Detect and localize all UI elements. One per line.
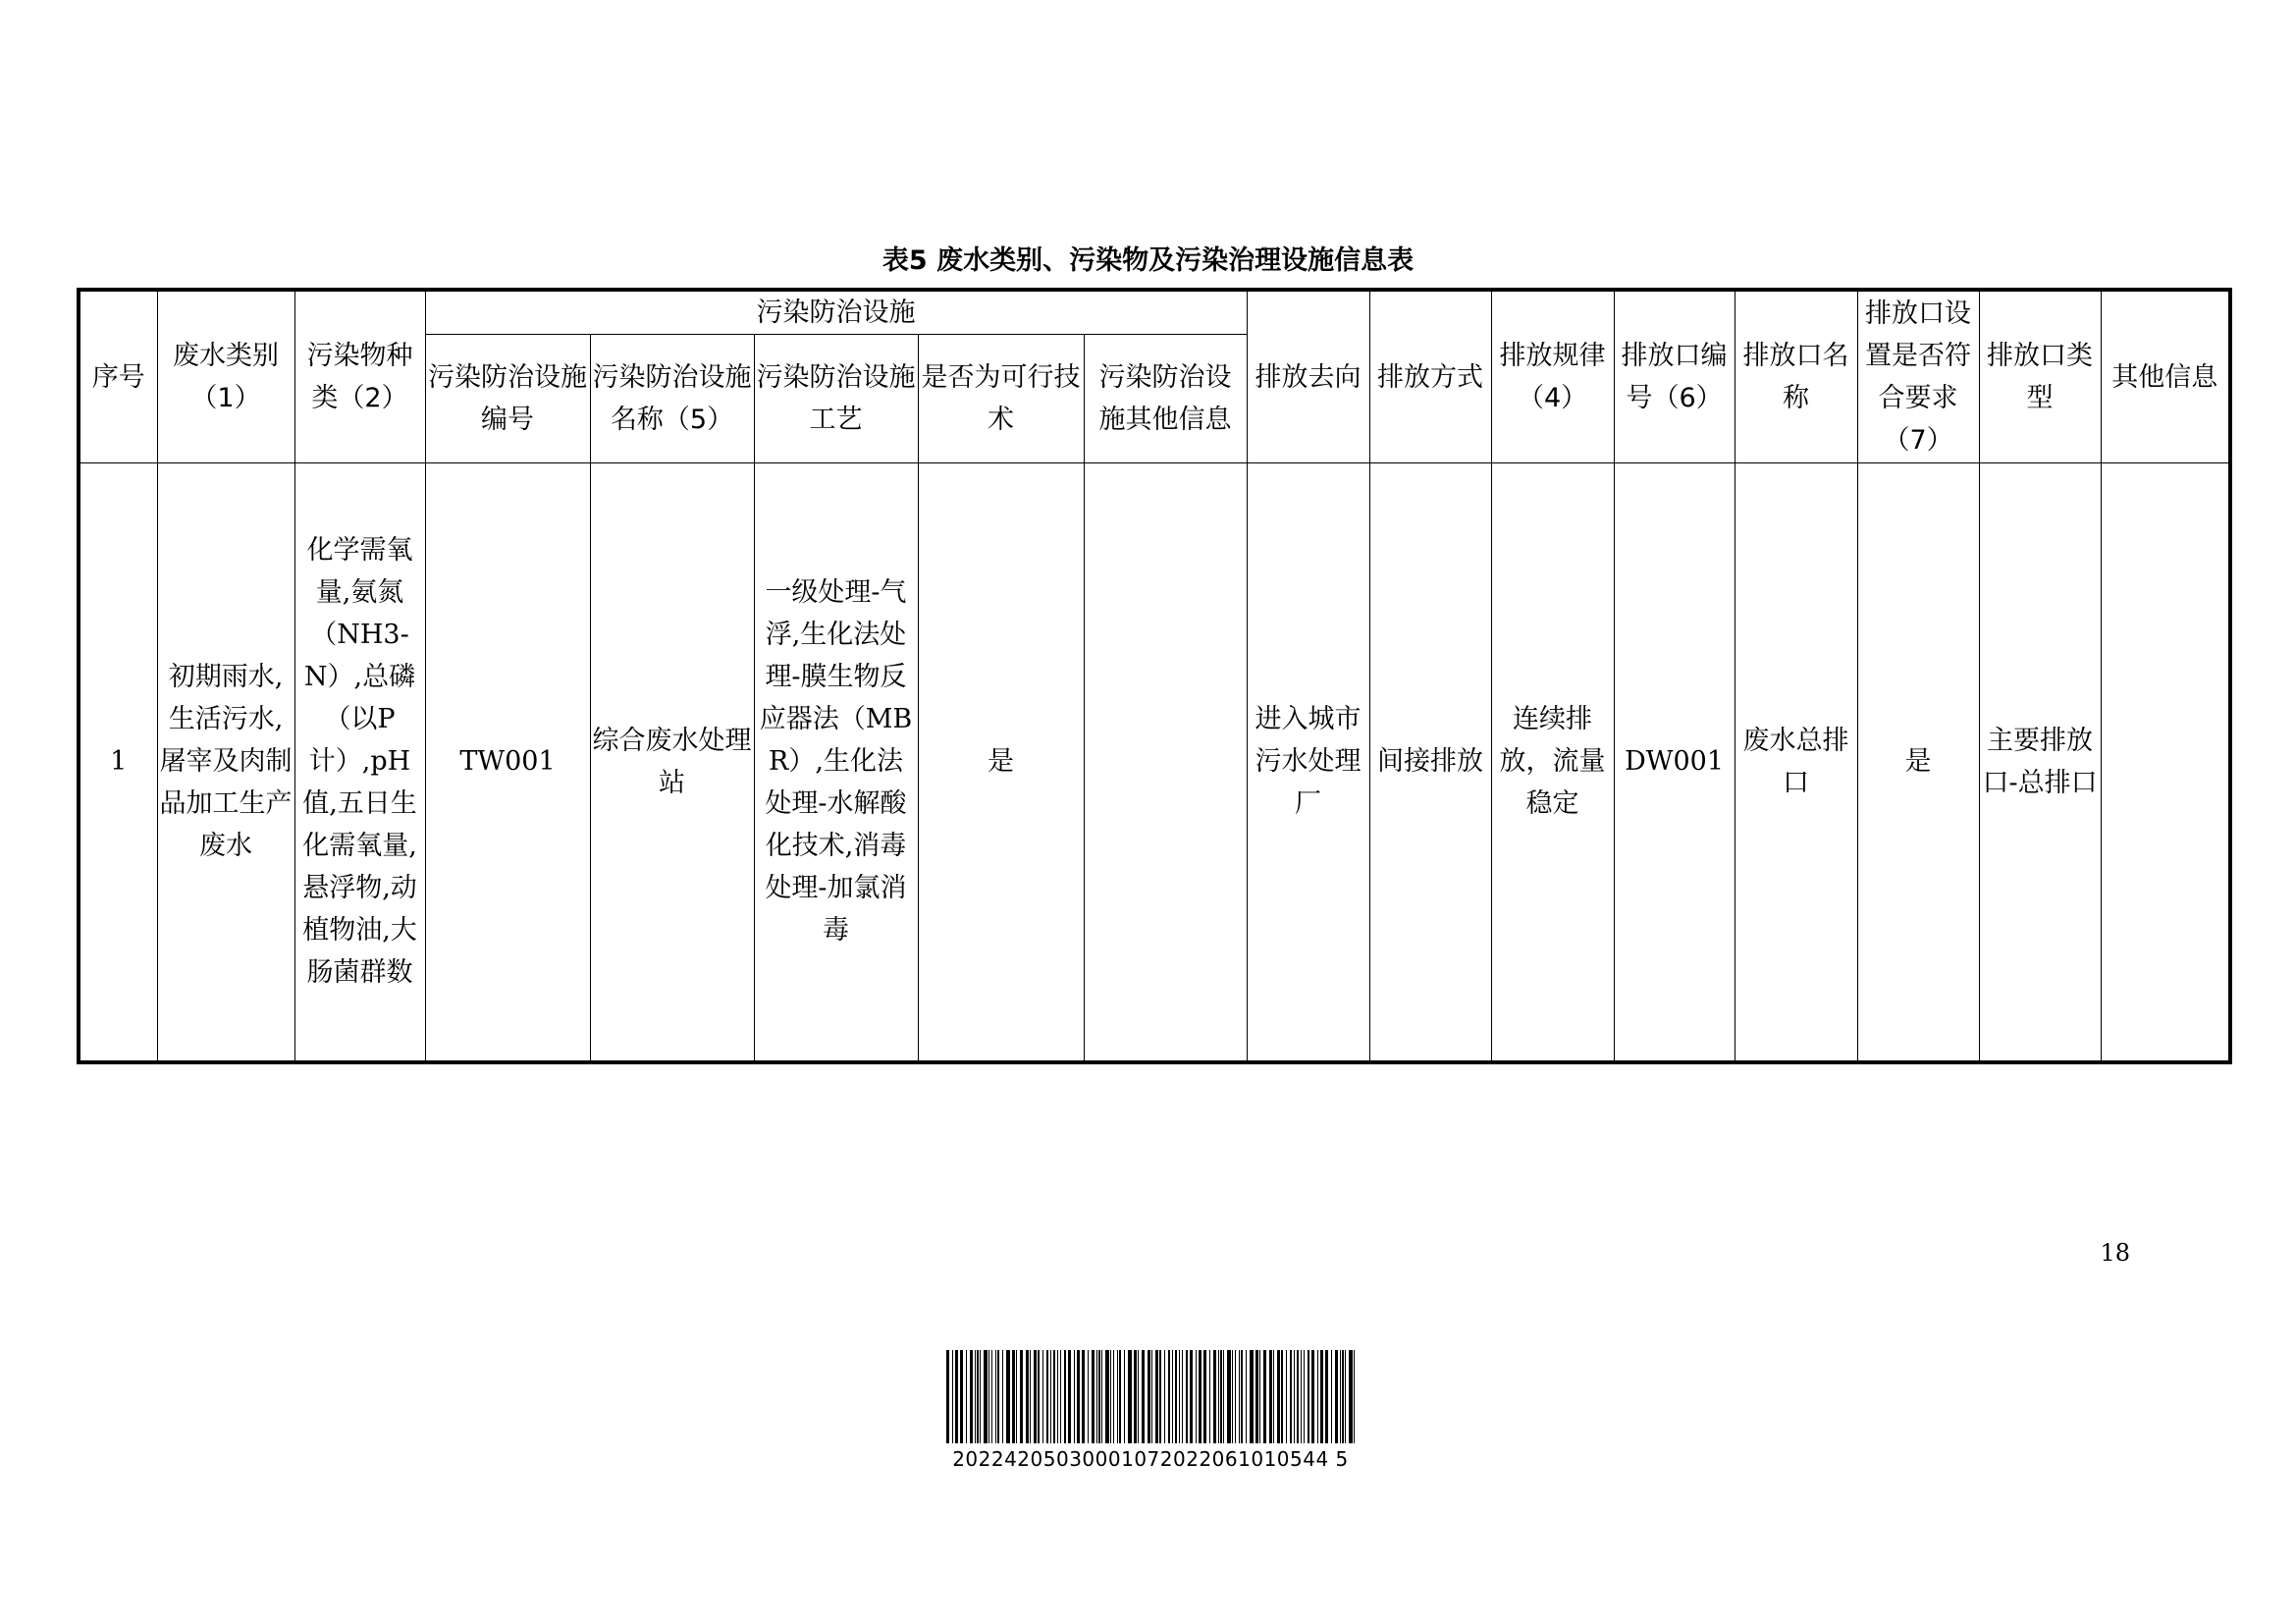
header-wastewater-type: 废水类别（1） (157, 290, 294, 463)
header-outlet-name: 排放口名称 (1735, 290, 1857, 463)
cell-wastewater-type: 初期雨水,生活污水,屠宰及肉制品加工生产废水 (157, 463, 294, 1062)
header-discharge-dest: 排放去向 (1247, 290, 1369, 463)
header-facility-other: 污染防治设施其他信息 (1084, 335, 1247, 463)
header-discharge-pattern: 排放规律（4） (1491, 290, 1614, 463)
cell-discharge-dest: 进入城市污水处理厂 (1247, 463, 1369, 1062)
table-title: 表5 废水类别、污染物及污染治理设施信息表 (881, 245, 1415, 276)
cell-outlet-compliant: 是 (1857, 463, 1979, 1062)
cell-seq: 1 (79, 463, 157, 1062)
cell-feasible-tech: 是 (918, 463, 1084, 1062)
header-outlet-compliant: 排放口设置是否符合要求（7） (1857, 290, 1979, 463)
header-other-info: 其他信息 (2101, 290, 2230, 463)
cell-pollutant-type: 化学需氧量,氨氮（NH3-N）,总磷（以P计）,pH值,五日生化需氧量,悬浮物,动植物油,大肠菌群数 (294, 463, 425, 1062)
cell-outlet-type: 主要排放口-总排口 (1979, 463, 2101, 1062)
page-number: 18 (2100, 1239, 2130, 1267)
header-facility-name: 污染防治设施名称（5） (590, 335, 754, 463)
header-facility-process: 污染防治设施工艺 (754, 335, 918, 463)
header-discharge-mode: 排放方式 (1369, 290, 1491, 463)
barcode-number: 20224205030001072022061010544 5 (952, 1447, 1349, 1471)
table-row (79, 463, 2230, 1062)
header-facility-group: 污染防治设施 (425, 290, 1247, 335)
header-outlet-type: 排放口类型 (1979, 290, 2101, 463)
cell-other-info (2101, 463, 2230, 1062)
cell-facility-process: 一级处理-气浮,生化法处理-膜生物反应器法（MBR）,生化法处理-水解酸化技术,消毒处理-加氯消毒 (754, 463, 918, 1062)
cell-discharge-mode: 间接排放 (1369, 463, 1491, 1062)
cell-facility-other (1084, 463, 1247, 1062)
header-feasible-tech: 是否为可行技术 (918, 335, 1084, 463)
header-seq: 序号 (79, 290, 157, 463)
header-outlet-code: 排放口编号（6） (1614, 290, 1735, 463)
cell-facility-code: TW001 (425, 463, 590, 1062)
header-pollutant-type: 污染物种类（2） (294, 290, 425, 463)
barcode-icon (942, 1350, 1359, 1443)
cell-facility-name: 综合废水处理站 (590, 463, 754, 1062)
cell-outlet-name: 废水总排口 (1735, 463, 1857, 1062)
cell-outlet-code: DW001 (1614, 463, 1735, 1062)
cell-discharge-pattern: 连续排放，流量稳定 (1491, 463, 1614, 1062)
header-facility-code: 污染防治设施编号 (425, 335, 590, 463)
wastewater-info-table (77, 288, 2232, 1064)
